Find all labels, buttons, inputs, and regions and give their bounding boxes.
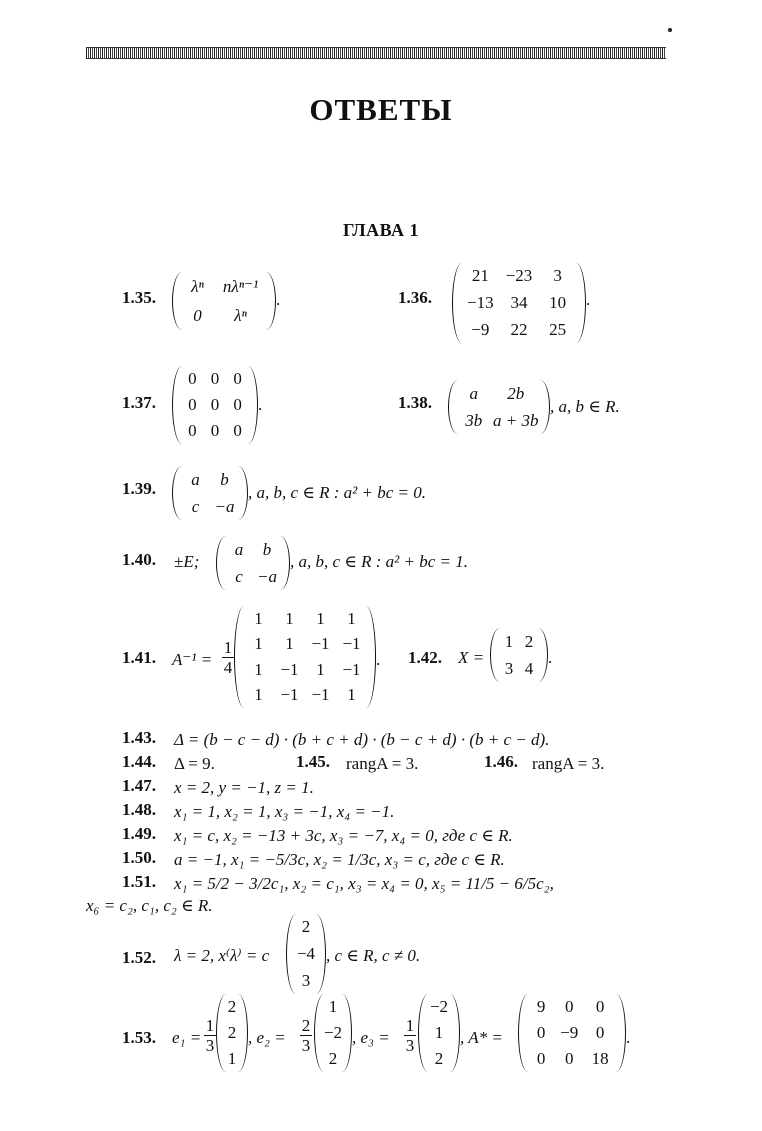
matrix-cell: 0	[595, 997, 605, 1016]
matrix-cell: 3	[553, 266, 562, 286]
answer-text: x₁ = 1, x₂ = 1, x₃ = −1, x₄ = −1.	[174, 802, 395, 821]
denominator: 3	[205, 1036, 215, 1055]
matrix-cell: 2	[227, 997, 237, 1016]
matrix-cell: −1	[311, 634, 330, 654]
matrix-cell: 0	[233, 395, 242, 414]
matrix-cell: 0	[188, 369, 197, 388]
matrix-cell: 4	[524, 658, 534, 678]
matrix-cell: −a	[214, 496, 235, 516]
chapter-heading: ГЛАВА 1	[342, 220, 420, 240]
answer-text: .	[376, 650, 381, 669]
matrix	[490, 628, 548, 682]
matrix-cell: 3	[301, 970, 311, 990]
vector	[314, 994, 352, 1072]
matrix-cell: −2	[429, 997, 449, 1016]
answer-text: e₁ =	[172, 1028, 202, 1047]
matrix-cell: 2b	[507, 383, 525, 403]
numerator: 1	[223, 638, 233, 657]
answer-number: 1.53.	[122, 1028, 156, 1047]
answer-number: 1.51.	[122, 872, 156, 891]
matrix-cell: 1	[254, 659, 263, 679]
matrix-cell: 10	[549, 292, 567, 312]
denominator: 3	[405, 1036, 415, 1055]
matrix-cell: −9	[471, 319, 490, 339]
answer-number: 1.41.	[122, 648, 156, 667]
vector	[216, 994, 248, 1072]
answer-text: , a, b ∈ R.	[550, 397, 620, 416]
matrix-cell: nλⁿ⁻¹	[222, 276, 259, 296]
answer-number: 1.43.	[122, 728, 156, 747]
numerator: 2	[301, 1016, 311, 1035]
answer-text: , A* =	[460, 1028, 503, 1047]
matrix	[452, 263, 586, 343]
numerator: 1	[205, 1016, 215, 1035]
matrix-cell: 2	[227, 1023, 237, 1042]
matrix-cell: 25	[549, 319, 567, 339]
matrix-cell: 0	[210, 395, 220, 414]
answer-text: , c ∈ R, c ≠ 0.	[326, 946, 421, 965]
matrix-cell: 0	[233, 421, 242, 440]
matrix-cell: 1	[227, 1049, 237, 1068]
matrix-cell: −9	[560, 1023, 579, 1042]
matrix-cell: 0	[536, 1049, 546, 1068]
matrix	[216, 536, 290, 590]
answer-number: 1.40.	[122, 550, 156, 569]
answer-number: 1.42.	[408, 648, 442, 667]
fraction	[404, 1016, 416, 1055]
matrix-cell: 1	[328, 997, 338, 1016]
matrix-cell: 2	[328, 1049, 338, 1068]
matrix-cell: −1	[280, 659, 299, 679]
answer-number: 1.46.	[484, 752, 518, 771]
matrix-cell: b	[262, 539, 272, 559]
matrix	[172, 366, 258, 444]
matrix-cell: −23	[505, 266, 533, 286]
matrix-cell: 1	[347, 685, 356, 705]
matrix-cell: 0	[188, 421, 197, 440]
matrix-cell: 1	[347, 608, 356, 628]
matrix-cell: 1	[504, 631, 514, 651]
matrix-cell: λⁿ	[234, 305, 247, 325]
matrix	[172, 272, 276, 330]
matrix-cell: b	[220, 469, 229, 489]
answer-text: .	[586, 290, 591, 309]
matrix-cell: −2	[323, 1023, 343, 1042]
answer-text: Δ = 9.	[174, 754, 215, 773]
answer-text: a = −1, x₁ = −5/3c, x₂ = 1/3c, x₃ = c, где c ∈ R.	[174, 850, 505, 869]
answer-number: 1.36.	[398, 288, 432, 307]
matrix-cell: 1	[254, 685, 263, 705]
answer-number: 1.45.	[296, 752, 330, 771]
answer-text: rangA = 3.	[346, 754, 419, 773]
answer-number: 1.47.	[122, 776, 156, 795]
matrix-cell: 3	[504, 658, 514, 678]
answer-text: A⁻¹ =	[172, 650, 213, 669]
matrix	[172, 466, 248, 520]
matrix-cell: a + 3b	[493, 410, 539, 430]
answer-text: x₆ = c₂, c₁, c₂ ∈ R.	[86, 896, 213, 915]
matrix-cell: 1	[285, 608, 294, 628]
page-mark	[668, 28, 672, 32]
answer-number: 1.52.	[122, 948, 156, 967]
answer-text: .	[626, 1028, 631, 1047]
answer-text: , a, b, c ∈ R : a² + bc = 1.	[290, 552, 469, 571]
matrix-cell: 18	[591, 1049, 609, 1068]
answer-text: .	[276, 290, 281, 309]
matrix-cell: c	[235, 566, 243, 586]
answer-text: , a, b, c ∈ R : a² + bc = 0.	[248, 483, 427, 502]
answer-text: X =	[458, 648, 485, 667]
matrix-cell: 0	[210, 369, 220, 388]
page-title: ОТВЕТЫ	[309, 92, 453, 127]
answer-number: 1.37.	[122, 393, 156, 412]
matrix-cell: c	[191, 496, 200, 516]
matrix-cell: −1	[280, 685, 299, 705]
matrix-cell: 0	[564, 1049, 574, 1068]
matrix-cell: 0	[595, 1023, 605, 1042]
answer-number: 1.39.	[122, 479, 156, 498]
answer-number: 1.49.	[122, 824, 156, 843]
answer-number: 1.35.	[122, 288, 156, 307]
header-rule	[86, 47, 666, 59]
answer-text: , e₃ =	[352, 1028, 390, 1047]
answer-text: .	[548, 648, 553, 667]
matrix-cell: 0	[564, 997, 574, 1016]
matrix-cell: a	[469, 383, 479, 403]
matrix-cell: 1	[316, 608, 325, 628]
answer-text: , e₂ =	[248, 1028, 286, 1047]
fraction	[204, 1016, 216, 1055]
matrix-cell: 1	[434, 1023, 444, 1042]
matrix	[448, 380, 550, 434]
vector	[418, 994, 460, 1072]
matrix-cell: 9	[536, 997, 546, 1016]
matrix-cell: 3b	[465, 410, 483, 430]
matrix-cell: 0	[210, 421, 220, 440]
matrix-cell: −a	[257, 566, 277, 586]
matrix-cell: a	[234, 539, 244, 559]
answer-text: Δ = (b − c − d) · (b + c + d) · (b − c + d) · (b + c − d).	[174, 730, 550, 749]
matrix-cell: 1	[254, 608, 263, 628]
matrix-cell: 2	[301, 917, 311, 937]
answer-number: 1.48.	[122, 800, 156, 819]
matrix-cell: 1	[285, 634, 294, 654]
matrix-cell: 1	[316, 659, 325, 679]
matrix-cell: 2	[524, 631, 534, 651]
answer-text: .	[258, 395, 263, 414]
numerator: 1	[405, 1016, 415, 1035]
matrix-cell: 34	[510, 292, 528, 312]
matrix-cell: −1	[342, 659, 361, 679]
answer-text: λ = 2, x⁽λ⁾ = c	[174, 946, 270, 965]
matrix-cell: 2	[434, 1049, 444, 1068]
matrix-cell: a	[191, 469, 200, 489]
matrix-cell: 0	[188, 395, 197, 414]
matrix-cell: 21	[471, 266, 489, 286]
matrix	[234, 606, 376, 708]
matrix-cell: −1	[311, 685, 330, 705]
matrix-cell: 22	[510, 319, 528, 339]
denominator: 3	[301, 1036, 311, 1055]
answer-number: 1.44.	[122, 752, 156, 771]
answer-text: x₁ = 5/2 − 3/2c₁, x₂ = c₁, x₃ = x₄ = 0, x₅ = 11/5 − 6/5c₂,	[174, 874, 554, 893]
matrix-cell: 0	[233, 369, 242, 388]
answer-number: 1.38.	[398, 393, 432, 412]
matrix-cell: 1	[254, 634, 263, 654]
fraction	[300, 1016, 312, 1055]
matrix	[286, 914, 326, 994]
matrix-cell: −1	[342, 634, 361, 654]
matrix-cell: −13	[467, 292, 494, 312]
answer-text: x = 2, y = −1, z = 1.	[174, 778, 314, 797]
answer-text: x₁ = c, x₂ = −13 + 3c, x₃ = −7, x₄ = 0, где c ∈ R.	[174, 826, 513, 845]
fraction	[222, 638, 234, 677]
matrix-cell: −4	[296, 943, 316, 963]
answer-text: rangA = 3.	[532, 754, 605, 773]
answer-text: ±E;	[174, 552, 200, 571]
matrix-cell: 0	[193, 305, 202, 325]
denominator: 4	[223, 658, 233, 677]
matrix	[518, 994, 626, 1072]
answer-number: 1.50.	[122, 848, 156, 867]
matrix-cell: λⁿ	[191, 276, 204, 296]
matrix-cell: 0	[536, 1023, 546, 1042]
